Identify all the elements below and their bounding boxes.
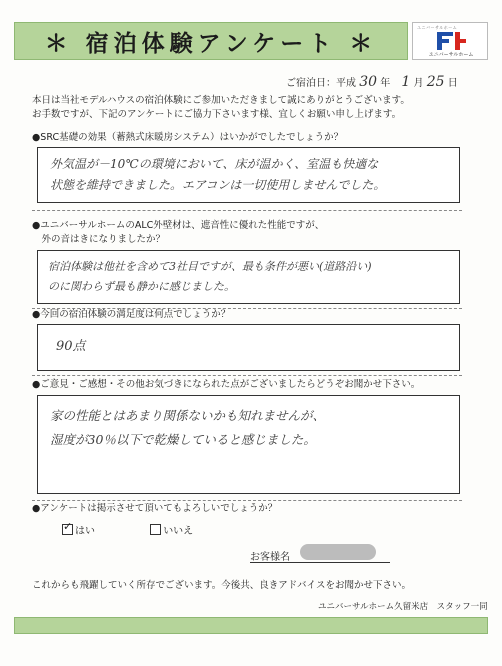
question-2-line-1: ●ユニバーサルホームのALC外壁材は、遮音性に優れた性能ですが、 [32,220,325,231]
stay-date-year: 30 [359,74,378,90]
company-logo [412,22,488,60]
stay-date [286,74,458,90]
question-3: ●今回の宿泊体験の満足度は何点でしょうか？ [32,309,231,320]
answer-1-line-2: 状態を維持できました。エアコンは一切使用しませんでした。 [50,178,386,192]
answer-4-line-1: 家の性能とはあまり関係ないかも知れませんが、 [50,408,326,423]
title-banner [14,22,408,60]
stay-date-month: 1 [401,74,411,90]
checkbox-yes[interactable] [62,524,73,535]
signature: ユニバーサルホーム久留米店 スタッフ一同 [318,602,488,612]
intro-line-1: 本日は当社モデルハウスの宿泊体験にご参加いただきまして誠にありがとうございます。 [32,95,410,106]
footer-banner [14,617,488,634]
option-yes-label: はい [75,526,95,537]
answer-1-line-1: 外気温が－10℃の環境において、床が温かく、室温も快適な [50,157,379,171]
answer-2-line-2: のに関わらず最も静かに感じました。 [48,280,235,293]
intro-line-2: お手数ですが、下記のアンケートにご協力下さいます様、宜しくお願い申し上げます。 [32,109,402,120]
answer-box-2 [37,250,460,304]
answer-4-line-2: 湿度が30％以下で乾燥していると感じました。 [50,432,316,447]
question-2-line-2: 外の音はきになりましたか？ [32,234,166,245]
question-1: ●SRC基礎の効果（蓄熱式床暖房システム）はいかがでしたでしょうか？ [32,132,344,143]
logo-mark-icon [433,30,469,52]
checkbox-no[interactable] [150,524,161,535]
answer-box-1 [37,147,460,203]
option-no-label: いいえ [163,526,194,537]
permission-options [62,522,245,537]
page-title: ＊ 宿泊体験アンケート ＊ [44,30,378,57]
option-yes[interactable] [62,522,95,537]
closing-message: これからも飛躍していく所存でございます。今後共、良きアドバイスをお聞かせ下さい。 [32,580,411,591]
redacted-customer-name [300,544,376,560]
customer-name-label: お客様名 [250,552,290,563]
stay-date-day-unit: 日 [447,78,458,89]
customer-name-underline [250,562,390,563]
question-4: ●ご意見・ご感想・その他お気づきになられた点がございましたらどうぞお聞かせ下さい。 [32,379,421,390]
stay-date-month-unit: 月 [413,78,424,89]
stay-date-day: 25 [426,74,445,90]
answer-3-score: 90点 [56,339,86,354]
answer-box-3 [37,324,460,371]
answer-2-line-1: 宿泊体験は他社を含めて3社目ですが、最も条件が悪い(道路沿い) [48,260,372,273]
stay-date-year-unit: 年 [380,78,391,89]
divider [32,375,462,376]
answer-box-4 [37,395,460,494]
logo-tagline: ユニバーサルホーム [417,25,458,30]
question-5: ●アンケートは掲示させて頂いてもよろしいでしょうか？ [32,503,278,514]
stay-date-label: ご宿泊日：平成 [286,78,356,89]
divider [32,500,462,501]
divider [32,210,462,211]
option-no[interactable] [150,522,193,537]
logo-name: ユニバーサルホーム [428,52,474,58]
